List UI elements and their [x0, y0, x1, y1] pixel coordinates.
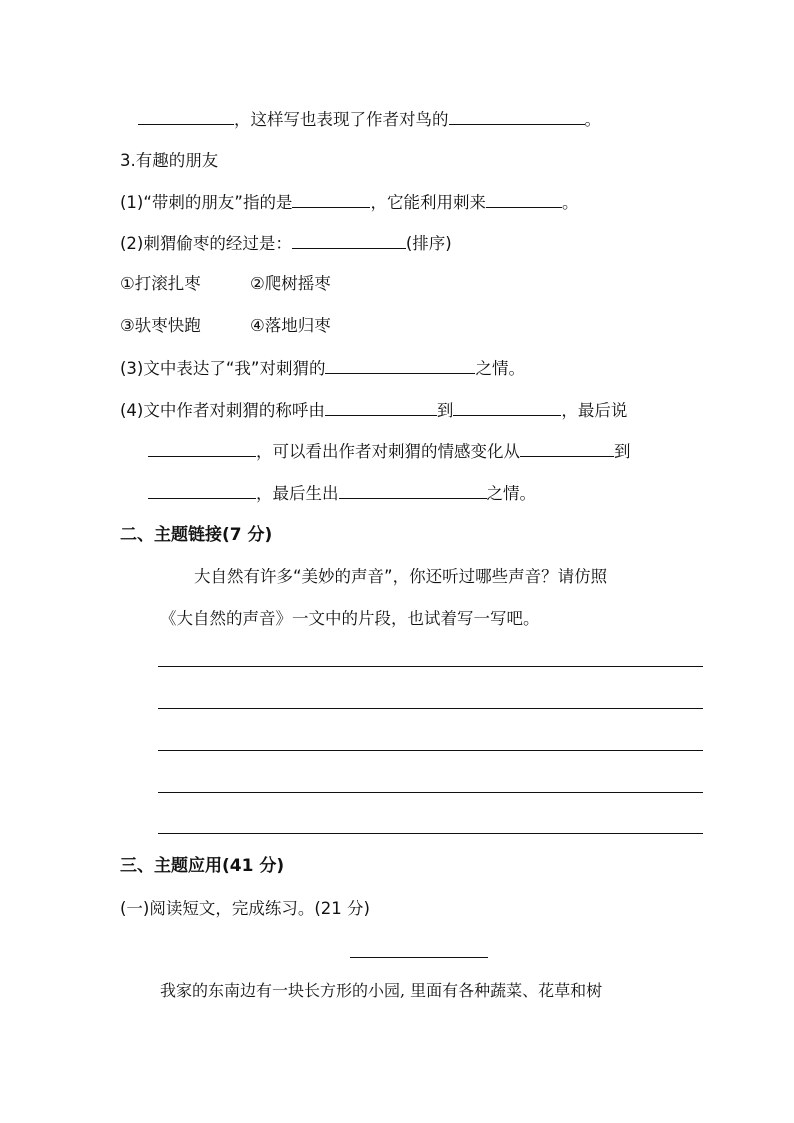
continuation-end: 。: [584, 110, 601, 129]
answer-blank[interactable]: [486, 191, 562, 208]
question-text: ，它能利用刺来: [370, 193, 486, 212]
options-row: [120, 315, 331, 337]
option-item: ②爬树摇枣: [250, 274, 331, 293]
answer-blank[interactable]: [292, 191, 370, 208]
question-text: 之情。: [486, 484, 536, 503]
writing-line[interactable]: [158, 792, 703, 793]
answer-blank[interactable]: [148, 482, 256, 499]
option-item: ③驮枣快跑: [120, 316, 201, 335]
answer-blank[interactable]: [148, 440, 256, 457]
question-4-cont: [148, 482, 536, 505]
part-3-subheading: (一)阅读短文，完成练习。(21 分): [120, 899, 370, 918]
question-1: [120, 191, 578, 214]
answer-blank[interactable]: [138, 108, 234, 125]
question-text: 到: [614, 442, 631, 461]
question-text: ，最后说: [561, 401, 628, 420]
question-2: [120, 232, 452, 255]
question-text: (2)刺猬偷枣的经过是：: [120, 234, 292, 253]
question-text: 到: [436, 401, 454, 420]
passage-text: 我家的东南边有一块长方形的小园, 里面有各种蔬菜、花草和树: [160, 981, 603, 1000]
answer-blank[interactable]: [449, 108, 585, 125]
part-2-prompt: 《大自然的声音》一文中的片段，也试着写一写吧。: [160, 609, 540, 628]
answer-blank[interactable]: [325, 357, 475, 374]
answer-blank[interactable]: [520, 440, 614, 457]
question-text: (4)文中作者对刺猬的称呼由: [120, 401, 325, 420]
question-4: [120, 399, 627, 422]
question-text: ，最后生出: [256, 484, 339, 503]
answer-blank[interactable]: [292, 232, 406, 249]
question-4-cont: [148, 440, 631, 463]
part-2-heading: 二、主题链接(7 分): [120, 525, 273, 545]
part-3-heading: 三、主题应用(41 分): [120, 856, 285, 876]
section-heading: 3.有趣的朋友: [120, 151, 219, 170]
writing-line[interactable]: [158, 708, 703, 709]
question-text: 。: [561, 193, 579, 212]
writing-line[interactable]: [158, 666, 703, 667]
continuation-line: [138, 108, 601, 131]
part-2-prompt: 大自然有许多“美妙的声音”，你还听过哪些声音？请仿照: [194, 567, 608, 586]
question-note: (排序): [405, 234, 452, 253]
question-text: 之情。: [475, 359, 525, 378]
question-3: [120, 357, 525, 380]
passage-title-blank[interactable]: [350, 957, 488, 958]
question-text: (3)文中表达了“我”对刺猬的: [120, 359, 326, 378]
writing-line[interactable]: [158, 750, 703, 751]
answer-blank[interactable]: [339, 482, 487, 499]
writing-line[interactable]: [158, 833, 703, 834]
option-item: ④落地归枣: [250, 316, 331, 335]
continuation-text: ，这样写也表现了作者对鸟的: [234, 110, 449, 129]
option-item: ①打滚扎枣: [120, 274, 201, 293]
options-row: [120, 273, 331, 295]
answer-blank[interactable]: [453, 399, 561, 416]
answer-blank[interactable]: [325, 399, 437, 416]
question-text: ，可以看出作者对刺猬的情感变化从: [256, 442, 520, 461]
question-text: (1)“带刺的朋友”指的是: [120, 193, 293, 212]
